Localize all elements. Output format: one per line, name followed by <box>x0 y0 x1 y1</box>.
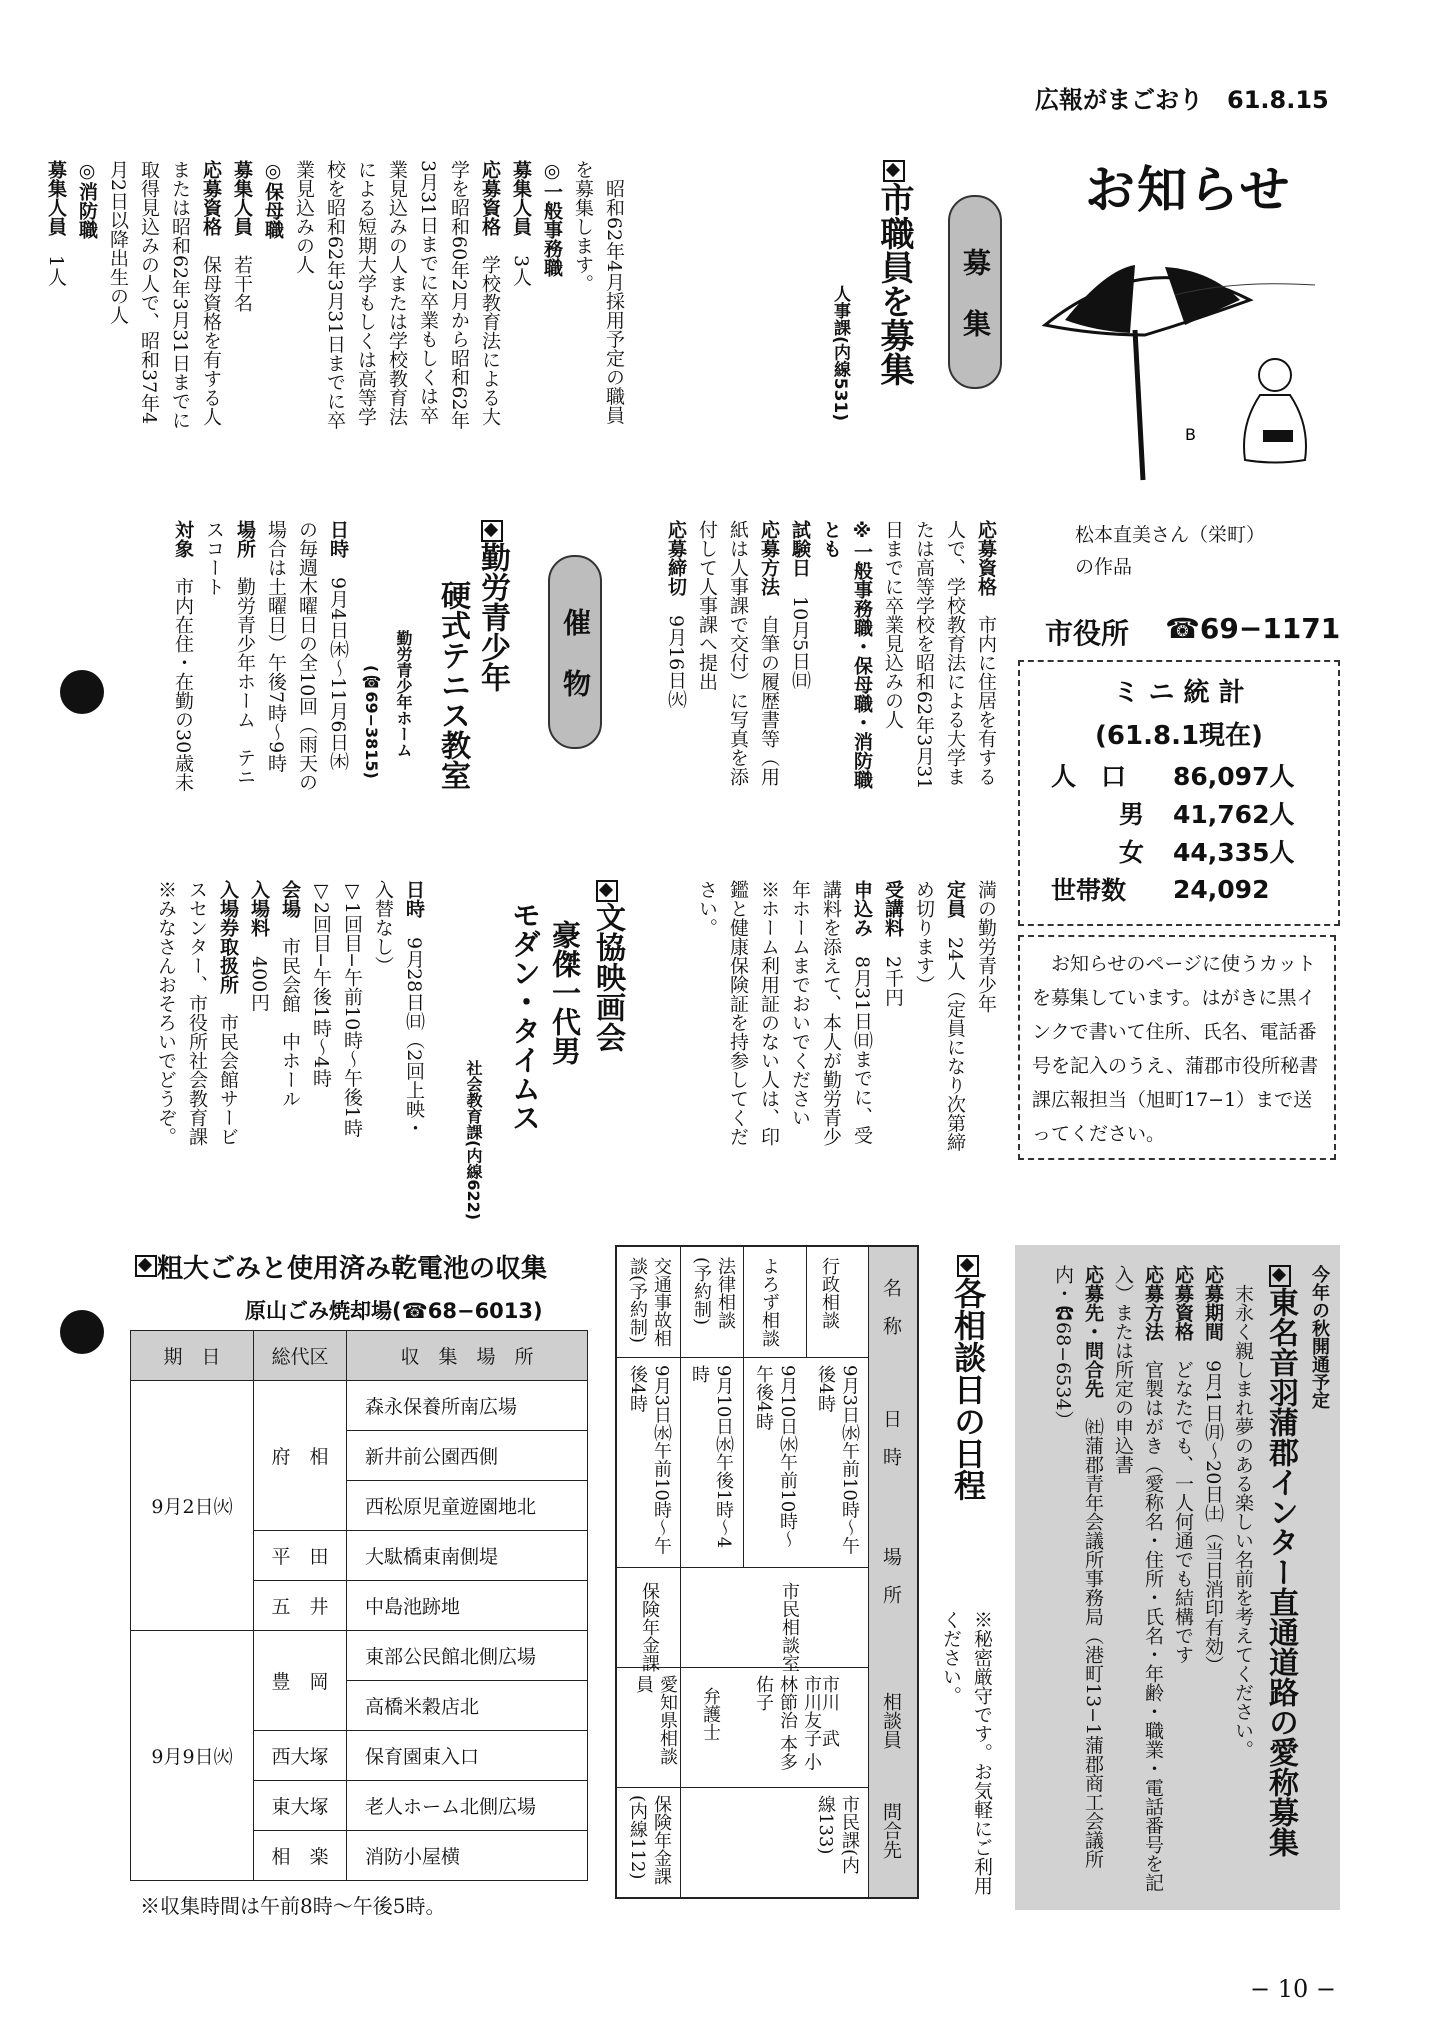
interchange-title: 東名音羽蒲郡インター直通道路の愛称募集 <box>1258 1265 1302 1895</box>
text-line <box>212 880 243 1180</box>
gomi-area: 平 田 <box>254 1531 347 1581</box>
gomi-area: 豊 岡 <box>254 1631 347 1731</box>
text-line <box>815 520 846 840</box>
city-hall-phone: ☎69−1171 <box>1165 612 1341 645</box>
soudan-place: 市民相談室 <box>779 1582 800 1672</box>
boshu-pill: 募 集 <box>948 195 1002 389</box>
soudan-staff: 愛知県相談員 <box>633 1675 678 1765</box>
eiga-dept: 社会教育課(内線622) <box>464 1060 483 1221</box>
item-text: 日までに卒業見込みの人 <box>882 520 904 729</box>
stats-row <box>1050 794 1295 832</box>
tennis-body <box>167 520 353 850</box>
item-text: 昭和62年4月採用予定の職員 <box>603 160 625 425</box>
item-text: たは高等学校を昭和62年3月31 <box>913 520 935 790</box>
text-line <box>1228 1265 1258 1895</box>
item-label: 日時 <box>327 520 349 558</box>
item-text: 24人（定員になり次第締 <box>944 918 966 1152</box>
tennis-body-cont <box>691 880 1001 1180</box>
stats-row <box>1050 832 1295 870</box>
text-line <box>815 880 846 1180</box>
item-label: ※一般事務職・保母職・消防職 <box>851 520 873 789</box>
item-text: さい。 <box>696 880 718 937</box>
gomi-title: 粗大ごみと使用済み乾電池の収集 <box>135 1248 547 1285</box>
publication-header: 広報がまごおり 61.8.15 <box>1035 86 1329 114</box>
item-label: とも <box>820 520 842 558</box>
item-label: 場所 <box>234 520 256 558</box>
soudan-staff: 市川友子 小林節治 本多佑子 <box>753 1675 822 1771</box>
item-text: 校を昭和62年3月31日までに卒 <box>324 160 346 430</box>
page-number: − 10 − <box>1250 1975 1337 2003</box>
diamond-icon <box>1269 1265 1291 1287</box>
city-hall-label: 市役所 <box>1045 617 1130 650</box>
text-line <box>102 160 133 610</box>
item-text: 自筆の履歴書等（用 <box>758 596 780 786</box>
umbrella-beach-illustration <box>1035 225 1325 495</box>
item-text: スセンター、市役所社会教育課 <box>186 880 208 1146</box>
item-text: どなたでも、一人何通でも結構です <box>1172 1341 1194 1664</box>
text-line <box>40 160 71 610</box>
stats-label: 世帯数 <box>1051 876 1127 905</box>
illustration-caption-1: 松本直美さん（栄町） <box>1075 524 1266 546</box>
text-line <box>691 880 722 1180</box>
boshu-dept: 人事課(内線531) <box>830 285 850 422</box>
item-text: 市内に住居を有する <box>975 596 997 786</box>
item-label: 試験日 <box>789 520 811 577</box>
gomi-note: ※収集時間は午前8時〜午後5時。 <box>140 1894 446 1918</box>
gomi-place: 新井前公園西側 <box>347 1431 588 1481</box>
diamond-icon <box>135 1255 157 1277</box>
gomi-header-row <box>131 1331 588 1381</box>
item-label: 募集人員 <box>231 160 253 236</box>
diamond-icon <box>481 520 503 542</box>
item-text: 学を昭和60年2月から昭和62年 <box>448 160 470 430</box>
text-line <box>71 160 102 610</box>
stats-value: 86,097人 <box>1173 762 1295 791</box>
tennis-org: 勤労青少年ホーム <box>394 630 413 758</box>
item-text: ※ホーム利用証のない人は、印 <box>758 880 780 1146</box>
eiga-sub2: モダン・タイムス <box>508 900 542 1132</box>
item-label: 応募方法 <box>1142 1265 1164 1341</box>
item-text: 人で、学校教育法による大学ま <box>944 520 966 786</box>
cut-notice-box: お知らせのページに使うカットを募集しています。はがきに黒インクで書いて住所、氏名、電話番号を記入のうえ、蒲郡市役所秘書課広報担当（旭町17−1）まで送ってください。 <box>1018 935 1336 1160</box>
item-label: 受講料 <box>882 880 904 937</box>
text-line <box>274 880 305 1180</box>
stats-row <box>1050 756 1295 794</box>
text-line <box>660 520 691 840</box>
text-line <box>150 880 181 1180</box>
table-row <box>131 1631 588 1681</box>
item-label: ◎保母職 <box>262 160 284 239</box>
gomi-date: 9月9日㈫ <box>131 1631 254 1881</box>
text-line <box>877 520 908 840</box>
text-line <box>398 880 429 1180</box>
text-line <box>181 880 212 1180</box>
text-line <box>133 160 164 610</box>
interchange-body <box>1048 1265 1258 1895</box>
soudan-name: 交通事故相談(予約制) <box>627 1257 672 1347</box>
text-line <box>1168 1265 1198 1895</box>
item-label: 募集人員 <box>45 160 67 236</box>
stats-label: 女 <box>1118 838 1144 867</box>
item-text: による短期大学もしくは高等学 <box>355 160 377 426</box>
item-text: 学校教育法による大 <box>479 236 501 426</box>
item-text: 付して人事課へ提出 <box>696 520 718 691</box>
item-label: 応募先・問合先 <box>1082 1265 1104 1398</box>
soudan-date: 9月10日㈬午後1時〜4時 <box>689 1365 734 1549</box>
stats-label: 人 口 <box>1051 762 1127 791</box>
soudan-contact: 市民課(内線133) <box>815 1795 860 1875</box>
item-label: 対象 <box>172 520 194 558</box>
stats-row <box>1050 870 1295 908</box>
item-label: 応募締切 <box>665 520 687 596</box>
item-label: 定員 <box>944 880 966 918</box>
boshu-title: 市職員を募集 <box>870 160 919 386</box>
item-label: 応募方法 <box>758 520 780 596</box>
item-label: 申込み <box>851 880 873 937</box>
item-text: 9月28日㈰（2回上映・ <box>403 918 425 1138</box>
item-text: ▽2回目−午後1時〜4時 <box>310 880 332 1088</box>
item-label: 応募資格 <box>479 160 501 236</box>
diamond-icon <box>596 880 618 902</box>
interchange-kicker: 今年の秋開通予定 <box>1309 1265 1330 1409</box>
tennis-title-2: 硬式テニス教室 <box>435 580 470 790</box>
eiga-sub1: 豪傑一代男 <box>548 920 582 1065</box>
text-line <box>336 880 367 1180</box>
illustration-caption-2: の作品 <box>1075 556 1133 578</box>
item-text: 保母資格を有する人 <box>200 236 222 426</box>
illustration-mark: B <box>1185 425 1196 444</box>
item-label: ◎一般事務職 <box>541 160 563 277</box>
table-row <box>131 1381 588 1431</box>
soudan-staff: 弁護士 <box>700 1687 721 1741</box>
item-text: 若干名 <box>231 236 253 312</box>
soudan-header-staff: 相談員 <box>880 1692 902 1749</box>
text-line <box>322 520 353 850</box>
text-line <box>412 160 443 610</box>
soudan-name: 法律相談(予約制) <box>691 1257 736 1329</box>
text-line <box>846 520 877 840</box>
text-line <box>722 520 753 840</box>
gomi-place: 大駄橋東南側堤 <box>347 1531 588 1581</box>
item-text: 1人 <box>45 236 67 287</box>
item-text: 勤労青少年ホーム テニ <box>234 558 256 786</box>
text-line <box>753 880 784 1180</box>
soudan-note: ※秘密厳守です。お気軽にご利用ください。 <box>940 1610 993 1895</box>
item-text: 3人 <box>510 236 532 287</box>
gomi-area: 西大塚 <box>254 1731 347 1781</box>
soudan-header-date: 日 時 <box>880 1408 902 1466</box>
item-text: 場合は土曜日）午後7時〜9時 <box>265 520 287 773</box>
text-line <box>260 520 291 850</box>
text-line <box>691 520 722 840</box>
punch-hole-2 <box>60 1310 104 1354</box>
item-text: 業見込みの人 <box>293 160 315 274</box>
gomi-place: 保育園東入口 <box>347 1731 588 1781</box>
boshu-body-cont <box>660 520 1001 840</box>
mini-stats-box <box>1018 660 1340 926</box>
text-line <box>908 880 939 1180</box>
text-line <box>1108 1265 1168 1895</box>
stats-value: 24,092 <box>1173 874 1270 904</box>
text-line <box>567 160 598 610</box>
item-label: 入場料 <box>248 880 270 937</box>
gomi-date: 9月2日㈫ <box>131 1381 254 1631</box>
diamond-icon <box>883 160 905 182</box>
soudan-header-contact: 問合先 <box>880 1802 902 1859</box>
gomi-area: 府 相 <box>254 1381 347 1531</box>
item-label: 応募資格 <box>975 520 997 596</box>
stats-value: 44,335人 <box>1173 838 1295 867</box>
gomi-place: 老人ホーム北側広場 <box>347 1781 588 1831</box>
gomi-header-area: 総代区 <box>254 1331 347 1381</box>
item-text: 市民会館サービ <box>217 994 239 1146</box>
soudan-date: 9月3日㈬午前10時〜午後4時 <box>815 1365 860 1555</box>
item-label: 会場 <box>279 880 301 918</box>
text-line <box>846 880 877 1180</box>
item-text: ※みなさんおそろいでどうぞ。 <box>155 880 177 1146</box>
item-text: ▽1回目−午前10時〜午後1時 <box>341 880 363 1138</box>
text-line <box>243 880 274 1180</box>
item-label: 応募資格 <box>1172 1265 1194 1341</box>
text-line <box>536 160 567 610</box>
item-text: 9月4日㈭〜11月6日㈭ <box>327 558 349 771</box>
soudan-name: 行政相談 <box>819 1257 840 1329</box>
mini-stats-table <box>1050 756 1295 908</box>
text-line <box>970 520 1001 840</box>
text-line <box>167 520 198 850</box>
item-label: 入場券取扱所 <box>217 880 239 994</box>
item-label: 応募期間 <box>1202 1265 1224 1341</box>
item-text: を募集します。 <box>572 160 594 293</box>
text-line <box>598 160 629 610</box>
item-text: または昭和62年3月31日までに <box>169 160 191 430</box>
item-text: 9月16日㈫ <box>665 596 687 709</box>
soudan-staff: 市川 武 <box>819 1675 840 1747</box>
item-text: ㈳蒲郡青年会議所事務局（港町13−1蒲郡商工会議所内・☎68−6534） <box>1052 1265 1104 1869</box>
item-text: 紙は人事課で交付）に写真を添 <box>727 520 749 786</box>
punch-hole-1 <box>60 670 104 714</box>
item-text: 月2日以降出生の人 <box>107 160 129 325</box>
item-text: め切ります） <box>913 880 935 994</box>
text-line <box>198 520 229 850</box>
oshirase-title: お知らせ <box>1085 161 1292 219</box>
text-line <box>305 880 336 1180</box>
stats-value: 41,762人 <box>1173 800 1295 829</box>
stats-label: 男 <box>1118 800 1144 829</box>
soudan-date: 9月3日㈬午前10時〜午後4時 <box>627 1365 672 1555</box>
item-text: 3月31日までに卒業もしくは卒 <box>417 160 439 425</box>
mini-stats-date: (61.8.1現在) <box>1095 721 1263 751</box>
item-text: の毎週木曜日の全10回（雨天の <box>296 520 318 792</box>
text-line <box>784 520 815 840</box>
diamond-icon <box>957 1255 979 1277</box>
item-text: 400円 <box>248 937 270 1012</box>
soudan-contact: 保険年金課(内線112) <box>627 1795 672 1885</box>
gomi-place: 西松原児童遊園地北 <box>347 1481 588 1531</box>
text-line <box>939 880 970 1180</box>
gomi-area: 五 井 <box>254 1581 347 1631</box>
item-text: 講料を添えて、本人が勤労青少 <box>820 880 842 1146</box>
item-text: 鑑と健康保険証を持参してくだ <box>727 880 749 1146</box>
item-label: 応募資格 <box>200 160 222 236</box>
eiga-title: 文協映画会 <box>585 880 629 1052</box>
text-line <box>381 160 412 610</box>
item-text: スコート <box>203 520 225 596</box>
eiga-body <box>150 880 429 1180</box>
gomi-place: 高橋米穀店北 <box>347 1681 588 1731</box>
item-text: 入替なし） <box>372 880 394 975</box>
text-line <box>367 880 398 1180</box>
item-label: ◎消防職 <box>76 160 98 239</box>
text-line <box>1198 1265 1228 1895</box>
text-line <box>350 160 381 610</box>
text-line <box>722 880 753 1180</box>
text-line <box>908 520 939 840</box>
gomi-place: 中島池跡地 <box>347 1581 588 1631</box>
tennis-title-1: 勤労青少年 <box>470 520 514 692</box>
soudan-header-name: 名 称 <box>880 1277 902 1335</box>
gomi-header-place: 収 集 場 所 <box>347 1331 588 1381</box>
item-label: 募集人員 <box>510 160 532 236</box>
text-line <box>753 520 784 840</box>
gomi-place: 東部公民館北側広場 <box>347 1631 588 1681</box>
item-text: 2千円 <box>882 937 904 1007</box>
item-text: 10月5日㈰ <box>789 577 811 690</box>
moyooshi-pill: 催 物 <box>548 555 602 749</box>
gomi-area: 相 楽 <box>254 1831 347 1881</box>
text-line <box>970 880 1001 1180</box>
text-line <box>291 520 322 850</box>
item-text: 取得見込みの人で、昭和37年4 <box>138 160 160 425</box>
soudan-table <box>615 1245 919 1899</box>
mini-stats-title: ミ ニ 統 計 <box>1113 678 1245 708</box>
text-line <box>229 520 260 850</box>
text-line <box>877 880 908 1180</box>
item-text: 市民会館 中ホール <box>279 918 301 1108</box>
gomi-header-date: 期 日 <box>131 1331 254 1381</box>
text-line <box>939 520 970 840</box>
item-label: 日時 <box>403 880 425 918</box>
tennis-phone: (☎69−3815) <box>362 665 381 779</box>
item-text: 満の勤労青少年 <box>975 880 997 1013</box>
item-text: 年ホームまでおいでください <box>789 880 811 1127</box>
item-text: 市内在住・在勤の30歳未 <box>172 558 194 792</box>
interchange-box <box>1015 1245 1340 1910</box>
item-text: 官製はがき（愛称名・住所・氏名・年齢・職業・電話番号を記入）または所定の申込書 <box>1112 1265 1164 1892</box>
item-text: 9月1日㈪〜20日㈯（当日消印有効） <box>1202 1341 1224 1675</box>
gomi-place: 消防小屋横 <box>347 1831 588 1881</box>
soudan-place: 保険年金課 <box>639 1582 660 1672</box>
item-text: 末永く親しまれ夢のある楽しい名前を考えてください。 <box>1232 1265 1254 1759</box>
gomi-place: 森永保養所南広場 <box>347 1381 588 1431</box>
soudan-header-place: 場 所 <box>880 1547 902 1604</box>
gomi-table <box>130 1330 588 1881</box>
soudan-date: 9月10日㈬午前10時〜午後4時 <box>753 1365 798 1549</box>
text-line <box>784 880 815 1180</box>
gomi-sub: 原山ごみ焼却場(☎68−6013) <box>245 1299 543 1323</box>
item-text: 8月31日㈰までに、受 <box>851 937 873 1145</box>
soudan-title: 各相談日の日程 <box>945 1255 991 1501</box>
gomi-area: 東大塚 <box>254 1781 347 1831</box>
text-line <box>1048 1265 1108 1895</box>
soudan-name: よろず相談 <box>759 1257 780 1347</box>
item-text: 業見込みの人または学校教育法 <box>386 160 408 426</box>
